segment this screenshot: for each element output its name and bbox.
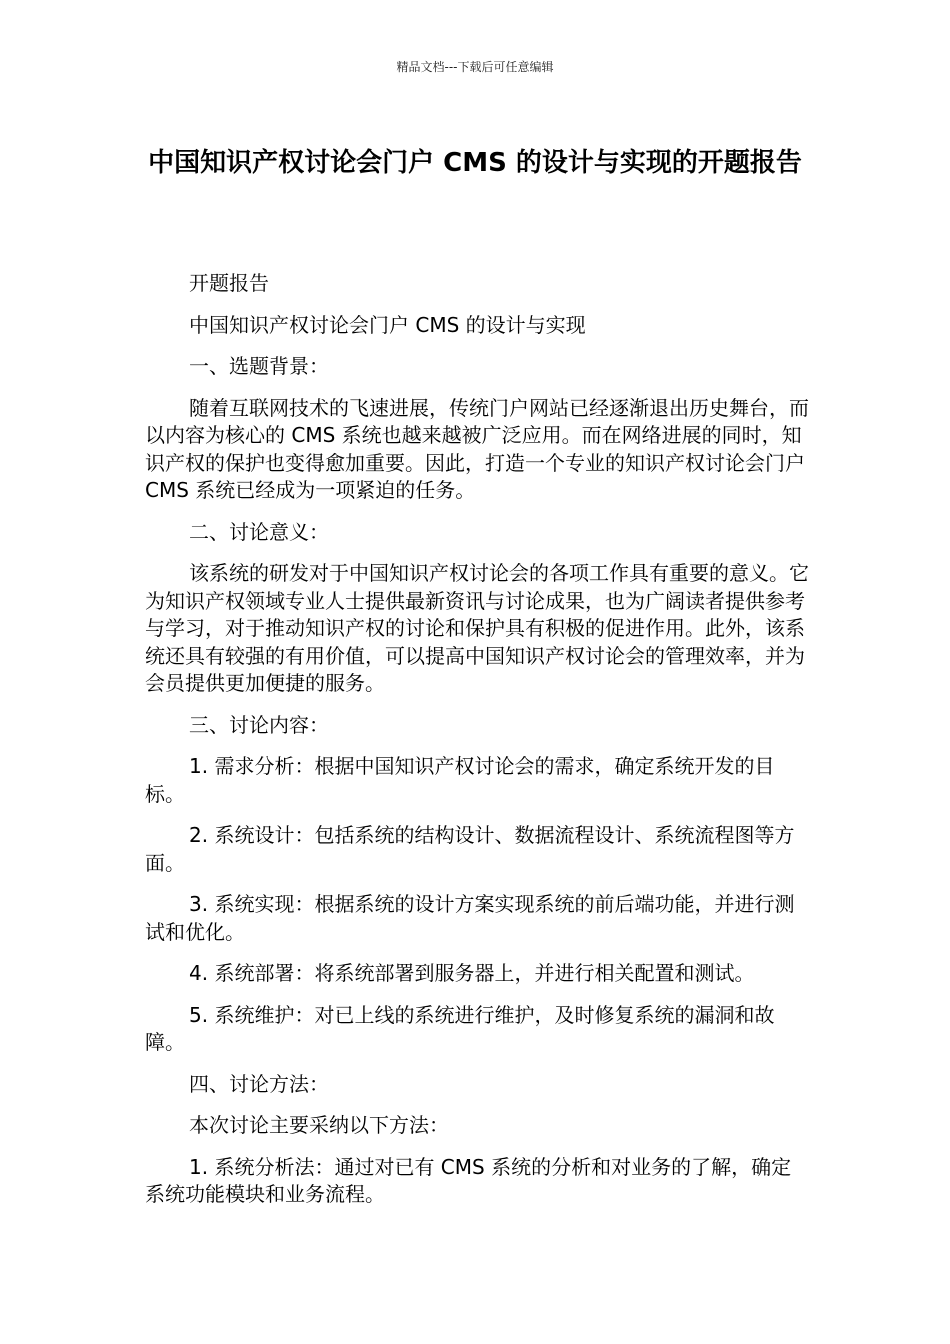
list-item-deployment: 4. 系统部署：将系统部署到服务器上，并进行相关配置和测试。 <box>189 961 755 985</box>
document-body <box>145 270 810 1223</box>
section-heading-significance: 二、讨论意义： <box>189 519 329 544</box>
header-note: 精品文档---下载后可任意编辑 <box>396 60 554 74</box>
list-item-implementation: 3. 系统实现：根据系统的设计方案实现系统的前后端功能，并进行测试和优化。 <box>145 892 795 944</box>
list-item-maintenance: 5. 系统维护：对已上线的系统进行维护，及时修复系统的漏洞和故障。 <box>145 1002 775 1054</box>
paragraph-methods-intro: 本次讨论主要采纳以下方法： <box>189 1113 449 1137</box>
list-item-design: 2. 系统设计：包括系统的结构设计、数据流程设计、系统流程图等方面。 <box>145 823 795 875</box>
section-heading-methods: 四、讨论方法： <box>189 1071 329 1096</box>
list-item-system-analysis: 1. 系统分析法：通过对已有 CMS 系统的分析和对业务的了解，确定系统功能模块和业务流程。 <box>145 1154 792 1206</box>
paragraph-subject: 中国知识产权讨论会门户 CMS 的设计与实现 <box>189 312 586 337</box>
document-title: 中国知识产权讨论会门户 CMS 的设计与实现的开题报告 <box>148 148 802 178</box>
paragraph-significance: 该系统的研发对于中国知识产权讨论会的各项工作具有重要的意义。它为知识产权领域专业人士提供最新资讯与讨论成果，也为广阔读者提供参考与学习，对于推动知识产权的讨论和保护具有积极的促进作用。此外，该系统还具有较强的有用价值，可以提高中国知识产权讨论会的管理效率，并为会员提供更加便捷的服务。 <box>145 561 809 695</box>
section-heading-content: 三、讨论内容： <box>189 712 329 737</box>
paragraph-background: 随着互联网技术的飞速进展，传统门户网站已经逐渐退出历史舞台，而以内容为核心的 CMS 系统也越来越被广泛应用。而在网络进展的同时，知识产权的保护也变得愈加重要。因此，打造一个专业的知识产权讨论会门户 CMS 系统已经成为一项紧迫的任务。 <box>145 395 809 502</box>
list-item-requirements: 1. 需求分析：根据中国知识产权讨论会的需求，确定系统开发的目标。 <box>145 754 775 806</box>
section-heading-background: 一、选题背景： <box>189 354 329 378</box>
paragraph-report-label: 开题报告 <box>189 271 269 295</box>
